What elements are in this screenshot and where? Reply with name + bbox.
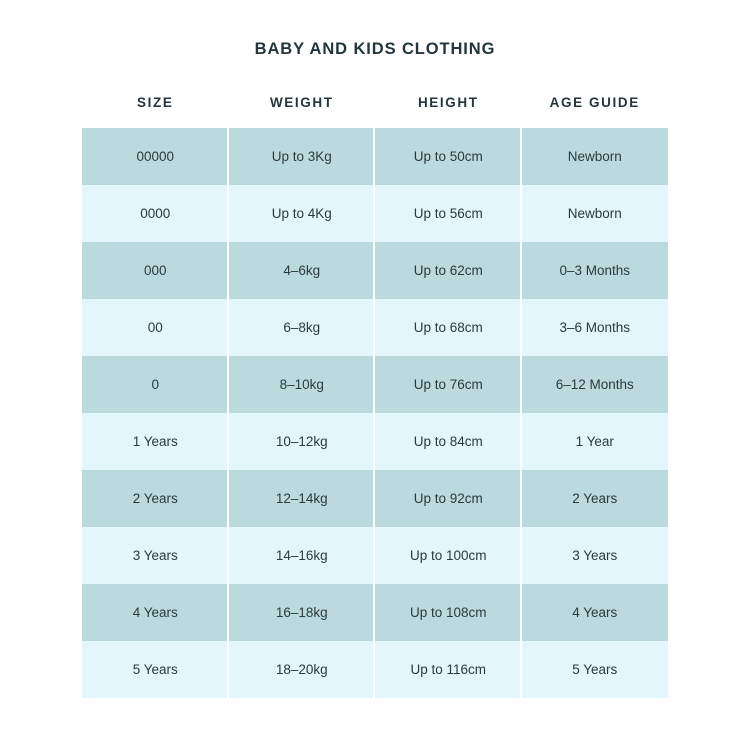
cell-height: Up to 116cm	[375, 641, 522, 698]
cell-height: Up to 56cm	[375, 185, 522, 242]
cell-age-guide: 0–3 Months	[522, 242, 669, 299]
column-header-age-guide: AGE GUIDE	[522, 81, 669, 128]
table-header	[82, 81, 668, 128]
column-header-height: HEIGHT	[375, 81, 522, 128]
cell-age-guide: 3–6 Months	[522, 299, 669, 356]
cell-age-guide: 5 Years	[522, 641, 669, 698]
cell-size: 3 Years	[82, 527, 229, 584]
cell-size: 00	[82, 299, 229, 356]
cell-age-guide: 3 Years	[522, 527, 669, 584]
cell-size: 000	[82, 242, 229, 299]
cell-height: Up to 84cm	[375, 413, 522, 470]
cell-age-guide: 1 Year	[522, 413, 669, 470]
cell-height: Up to 100cm	[375, 527, 522, 584]
cell-weight: 4–6kg	[229, 242, 376, 299]
table-header-row	[82, 81, 668, 128]
cell-age-guide: 2 Years	[522, 470, 669, 527]
cell-age-guide: 4 Years	[522, 584, 669, 641]
table-row	[82, 470, 668, 527]
cell-weight: 14–16kg	[229, 527, 376, 584]
cell-size: 0000	[82, 185, 229, 242]
cell-height: Up to 76cm	[375, 356, 522, 413]
table-row	[82, 356, 668, 413]
table-body	[82, 128, 668, 698]
table-row	[82, 242, 668, 299]
page-title: BABY AND KIDS CLOTHING	[254, 40, 496, 58]
cell-weight: 10–12kg	[229, 413, 376, 470]
table-row	[82, 527, 668, 584]
cell-size: 2 Years	[82, 470, 229, 527]
cell-size: 4 Years	[82, 584, 229, 641]
cell-height: Up to 92cm	[375, 470, 522, 527]
table-row	[82, 641, 668, 698]
cell-weight: Up to 4Kg	[229, 185, 376, 242]
table-row	[82, 413, 668, 470]
cell-weight: 16–18kg	[229, 584, 376, 641]
cell-height: Up to 68cm	[375, 299, 522, 356]
cell-weight: Up to 3Kg	[229, 128, 376, 185]
cell-height: Up to 108cm	[375, 584, 522, 641]
cell-size: 00000	[82, 128, 229, 185]
cell-height: Up to 62cm	[375, 242, 522, 299]
size-guide-table	[82, 81, 668, 698]
table-row	[82, 185, 668, 242]
cell-age-guide: 6–12 Months	[522, 356, 669, 413]
cell-size: 5 Years	[82, 641, 229, 698]
cell-age-guide: Newborn	[522, 185, 669, 242]
column-header-weight: WEIGHT	[229, 81, 376, 128]
table-row	[82, 584, 668, 641]
cell-size: 1 Years	[82, 413, 229, 470]
cell-weight: 6–8kg	[229, 299, 376, 356]
cell-height: Up to 50cm	[375, 128, 522, 185]
cell-weight: 18–20kg	[229, 641, 376, 698]
table-row	[82, 299, 668, 356]
column-header-size: SIZE	[82, 81, 229, 128]
cell-weight: 12–14kg	[229, 470, 376, 527]
cell-age-guide: Newborn	[522, 128, 669, 185]
cell-weight: 8–10kg	[229, 356, 376, 413]
table-row	[82, 128, 668, 185]
cell-size: 0	[82, 356, 229, 413]
